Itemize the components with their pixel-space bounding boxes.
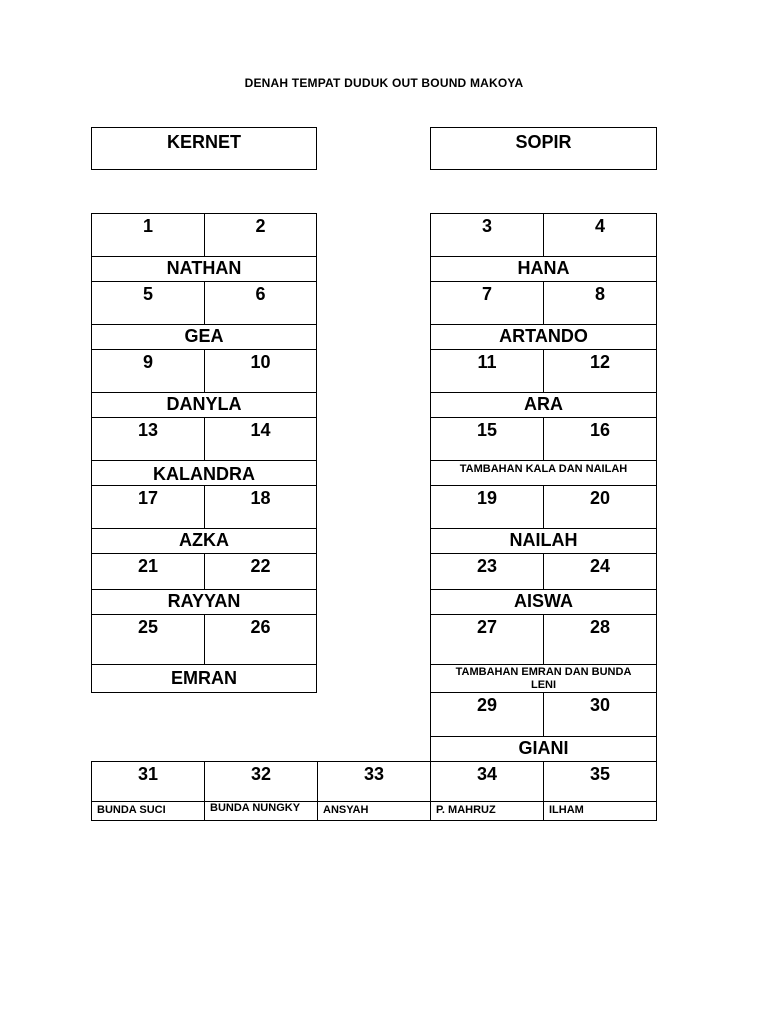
- back-name: P. MAHRUZ: [430, 801, 544, 821]
- seat-7: 7: [430, 281, 544, 325]
- right-name: AISWA: [430, 589, 657, 615]
- right-name: GIANI: [430, 736, 657, 762]
- back-name: ILHAM: [543, 801, 657, 821]
- right-name: ARA: [430, 392, 657, 418]
- seat-21: 21: [91, 553, 205, 590]
- seat-26: 26: [204, 614, 317, 665]
- seat-10: 10: [204, 349, 317, 393]
- seat-13: 13: [91, 417, 205, 461]
- seat-17: 17: [91, 485, 205, 529]
- seat-24: 24: [543, 553, 657, 590]
- seat-32: 32: [204, 761, 318, 802]
- seat-20: 20: [543, 485, 657, 529]
- seat-25: 25: [91, 614, 205, 665]
- seat-1: 1: [91, 213, 205, 257]
- seat-6: 6: [204, 281, 317, 325]
- seat-16: 16: [543, 417, 657, 461]
- left-name: EMRAN: [91, 664, 317, 693]
- seat-9: 9: [91, 349, 205, 393]
- right-name: HANA: [430, 256, 657, 282]
- back-name: BUNDA SUCI: [91, 801, 205, 821]
- seat-12: 12: [543, 349, 657, 393]
- left-name: KALANDRA: [91, 460, 317, 486]
- seat-5: 5: [91, 281, 205, 325]
- page-title: DENAH TEMPAT DUDUK OUT BOUND MAKOYA: [244, 76, 524, 90]
- seat-3: 3: [430, 213, 544, 257]
- left-name: GEA: [91, 324, 317, 350]
- seat-23: 23: [430, 553, 544, 590]
- seat-22: 22: [204, 553, 317, 590]
- sopir-box: SOPIR: [430, 127, 657, 170]
- seat-2: 2: [204, 213, 317, 257]
- seat-31: 31: [91, 761, 205, 802]
- seat-15: 15: [430, 417, 544, 461]
- seat-33: 33: [317, 761, 431, 802]
- right-name: ARTANDO: [430, 324, 657, 350]
- kernet-box: KERNET: [91, 127, 317, 170]
- seat-27: 27: [430, 614, 544, 665]
- back-name: BUNDA NUNGKY: [204, 801, 318, 821]
- seat-29: 29: [430, 692, 544, 737]
- seat-28: 28: [543, 614, 657, 665]
- left-name: RAYYAN: [91, 589, 317, 615]
- seat-34: 34: [430, 761, 544, 802]
- right-note: TAMBAHAN KALA DAN NAILAH: [430, 460, 657, 486]
- seat-4: 4: [543, 213, 657, 257]
- right-note: TAMBAHAN EMRAN DAN BUNDA LENI: [430, 664, 657, 693]
- seat-35: 35: [543, 761, 657, 802]
- seat-8: 8: [543, 281, 657, 325]
- left-name: DANYLA: [91, 392, 317, 418]
- back-name: ANSYAH: [317, 801, 431, 821]
- seat-11: 11: [430, 349, 544, 393]
- seat-14: 14: [204, 417, 317, 461]
- seat-30: 30: [543, 692, 657, 737]
- left-name: NATHAN: [91, 256, 317, 282]
- right-name: NAILAH: [430, 528, 657, 554]
- seat-19: 19: [430, 485, 544, 529]
- left-name: AZKA: [91, 528, 317, 554]
- seat-18: 18: [204, 485, 317, 529]
